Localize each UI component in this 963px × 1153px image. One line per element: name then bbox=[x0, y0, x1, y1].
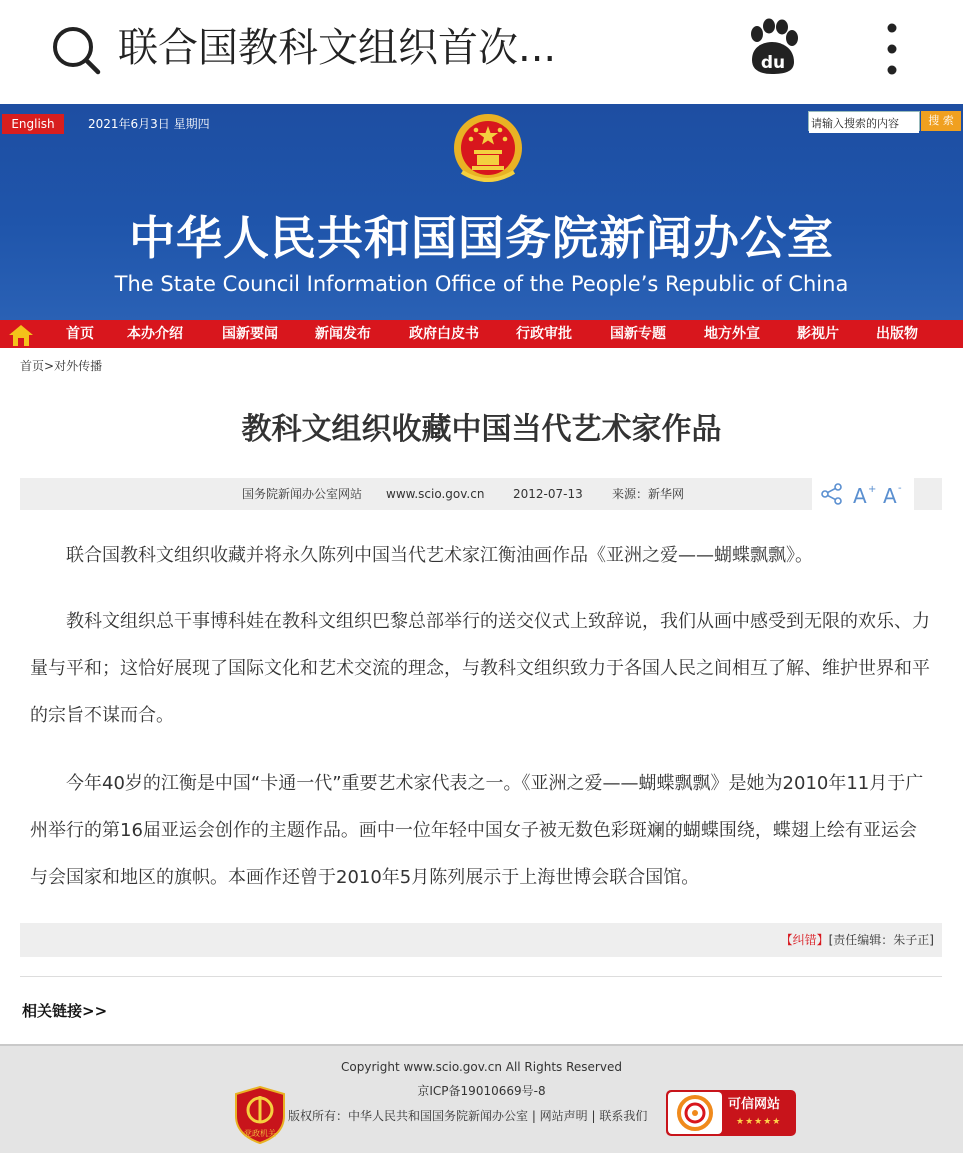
nav-item-local[interactable]: 地方外宣 bbox=[704, 326, 760, 342]
trust-stars: ★★★★★ bbox=[736, 1117, 782, 1127]
svg-text:+: + bbox=[868, 484, 877, 495]
article-paragraph-2: 教科文组织总干事博科娃在教科文组织巴黎总部举行的送交仪式上致辞说，我们从画中感受到无限的欢乐、力量与平和；这恰好展现了国际文化和艺术交流的理念，与教科文组织致力于各国人民之间相互了解、维护世界和平的宗旨不谋而合。 bbox=[30, 611, 930, 726]
site-header bbox=[0, 104, 963, 320]
error-report-link[interactable]: 【纠错】 bbox=[780, 933, 829, 947]
footer-owner: 版权所有：中华人民共和国国务院新闻办公室 | 网站声明 | 联系我们 bbox=[288, 1109, 648, 1123]
svg-text:A: A bbox=[883, 484, 897, 506]
article-paragraph-3: 今年40岁的江衡是中国“卡通一代”重要艺术家代表之一。《亚洲之爱——蝴蝶飘飘》是她为2010年11月于广州举行的第16届亚运会创作的主题作品。画中一位年轻中国女子被无数色彩斑斓的蝴蝶围绕，蝶翅上绘有亚运会与会国家和地区的旗帜。本画作还曾于2010年5月陈列展示于上海世博会联合国馆。 bbox=[30, 773, 924, 888]
site-search-input[interactable] bbox=[809, 115, 919, 133]
nav-item-home[interactable]: 首页 bbox=[66, 326, 94, 342]
trusted-site-badge[interactable] bbox=[666, 1090, 796, 1136]
article-tools bbox=[812, 478, 914, 510]
site-footer bbox=[0, 1044, 963, 1153]
nav-item-press[interactable]: 新闻发布 bbox=[315, 326, 371, 342]
share-icon[interactable] bbox=[818, 482, 846, 506]
site-title-cn: 中华人民共和国国务院新闻办公室 bbox=[129, 211, 834, 265]
site-search-field[interactable] bbox=[808, 111, 920, 131]
trust-swirl-icon bbox=[668, 1092, 722, 1134]
trust-label: 可信网站 bbox=[728, 1097, 781, 1112]
nav-item-about[interactable]: 本办介绍 bbox=[127, 326, 183, 342]
english-link[interactable]: English bbox=[2, 114, 64, 134]
main-nav bbox=[0, 320, 963, 348]
svg-text:A: A bbox=[853, 484, 867, 506]
meta-source: 来源：新华网 bbox=[612, 487, 685, 501]
breadcrumb-separator: > bbox=[44, 359, 55, 373]
site-title-en: The State Council Information Office of the People’s Republic of China bbox=[114, 272, 849, 296]
nav-item-publications[interactable]: 出版物 bbox=[876, 326, 918, 342]
breadcrumb bbox=[20, 358, 102, 374]
search-icon[interactable] bbox=[50, 24, 102, 76]
article-paragraph-1: 联合国教科文组织收藏并将永久陈列中国当代艺术家江衡油画作品《亚洲之爱——蝴蝶飘飘》。 bbox=[66, 545, 813, 566]
government-site-badge-icon[interactable] bbox=[234, 1086, 286, 1144]
responsible-editor: [责任编辑：朱子正] bbox=[828, 933, 934, 947]
editor-bar bbox=[20, 923, 942, 957]
party-badge-label: 党政机关 bbox=[244, 1129, 276, 1138]
font-increase-icon[interactable] bbox=[850, 482, 878, 506]
nav-item-video[interactable]: 影视片 bbox=[797, 326, 839, 342]
meta-source-site: 国务院新闻办公室网站 bbox=[242, 487, 363, 501]
divider bbox=[20, 976, 942, 977]
svg-text:-: - bbox=[898, 483, 902, 494]
font-decrease-icon[interactable] bbox=[880, 482, 908, 506]
editor-info bbox=[781, 932, 934, 948]
search-query-text[interactable]: 联合国教科文组织首次... bbox=[118, 25, 557, 71]
meta-date: 2012-07-13 bbox=[513, 487, 583, 501]
nav-item-approval[interactable]: 行政审批 bbox=[516, 326, 572, 342]
breadcrumb-current[interactable]: 对外传播 bbox=[54, 359, 103, 373]
site-search-button[interactable]: 搜 索 bbox=[921, 111, 961, 131]
footer-icp[interactable]: 京ICP备19010669号-8 bbox=[417, 1084, 546, 1098]
meta-url: www.scio.gov.cn bbox=[386, 487, 485, 501]
national-emblem-icon bbox=[452, 112, 524, 186]
svg-text:du: du bbox=[760, 53, 786, 73]
header-date: 2021年6月3日 星期四 bbox=[88, 117, 210, 131]
baidu-paw-icon[interactable] bbox=[744, 18, 800, 76]
nav-item-news[interactable]: 国新要闻 bbox=[222, 326, 278, 342]
article-title: 教科文组织收藏中国当代艺术家作品 bbox=[241, 412, 722, 447]
home-icon[interactable] bbox=[8, 323, 34, 347]
related-links-heading[interactable]: 相关链接>> bbox=[22, 1002, 108, 1020]
browser-top-bar bbox=[0, 0, 963, 98]
nav-item-topics[interactable]: 国新专题 bbox=[610, 326, 666, 342]
article-meta-bar bbox=[20, 478, 942, 510]
footer-copyright: Copyright www.scio.gov.cn All Rights Reserved bbox=[341, 1060, 622, 1074]
more-options-icon[interactable] bbox=[878, 20, 906, 78]
nav-item-white-papers[interactable]: 政府白皮书 bbox=[409, 326, 479, 342]
breadcrumb-home[interactable]: 首页 bbox=[20, 359, 45, 373]
trust-logo bbox=[668, 1092, 722, 1134]
